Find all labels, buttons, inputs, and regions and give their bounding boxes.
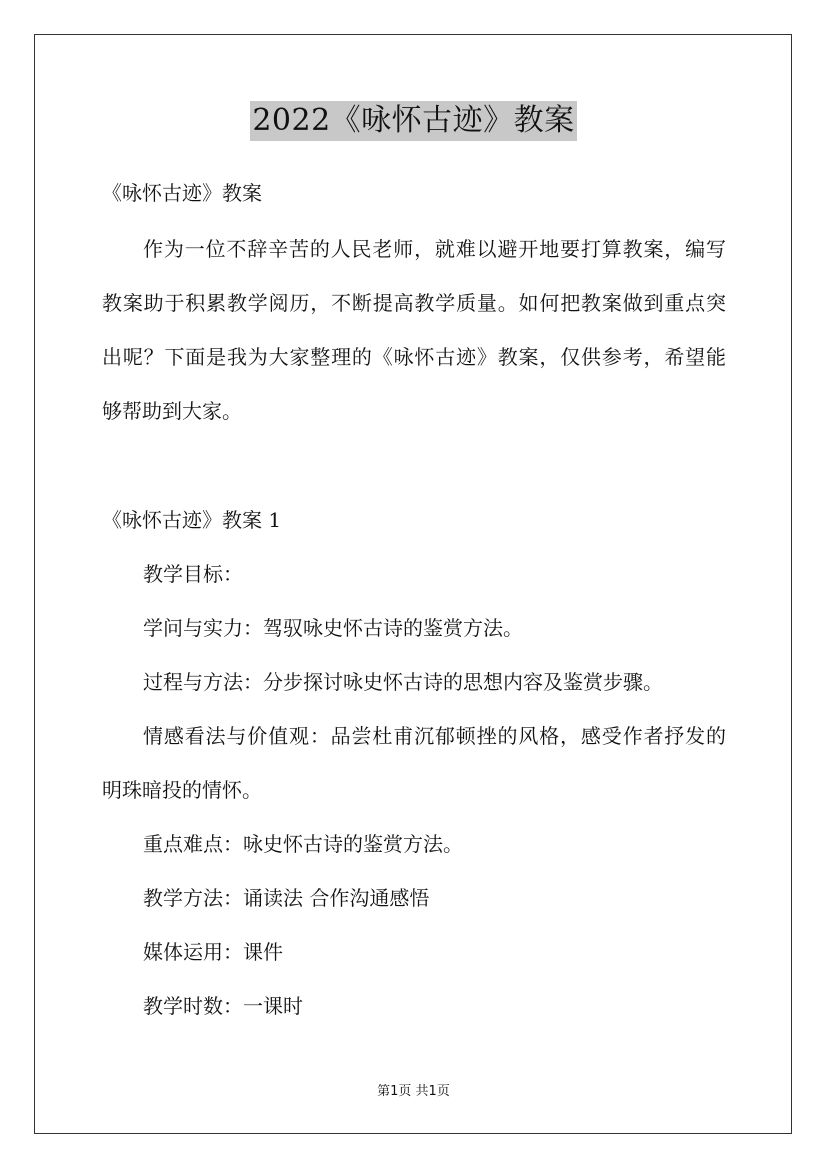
intro-line-3: 出呢？下面是我为大家整理的《咏怀古迹》教案，仅供参考，希望能: [102, 345, 726, 369]
document-subtitle: 《咏怀古迹》教案: [102, 181, 262, 205]
teaching-methods: 教学方法：诵读法 合作沟通感悟: [143, 886, 430, 910]
section-heading: 《咏怀古迹》教案 1: [102, 508, 282, 532]
document-title: 2022《咏怀古迹》教案: [250, 101, 576, 141]
title-container: [0, 101, 827, 141]
objective-knowledge: 学问与实力：驾驭咏史怀古诗的鉴赏方法。: [143, 616, 523, 640]
objective-emotion-line-2: 明珠暗投的情怀。: [102, 778, 262, 802]
intro-line-2: 教案助于积累教学阅历，不断提高教学质量。如何把教案做到重点突: [102, 291, 726, 315]
objective-process: 过程与方法：分步探讨咏史怀古诗的思想内容及鉴赏步骤。: [143, 670, 663, 694]
objectives-label: 教学目标：: [143, 562, 243, 586]
objective-emotion-line-1: 情感看法与价值观：品尝杜甫沉郁顿挫的风格，感受作者抒发的: [143, 724, 726, 748]
media-usage: 媒体运用：课件: [143, 940, 283, 964]
page-footer: 第1页 共1页: [377, 1084, 450, 1099]
intro-line-1: 作为一位不辞辛苦的人民老师，就难以避开地要打算教案，编写: [143, 237, 726, 261]
teaching-hours: 教学时数：一课时: [143, 994, 303, 1018]
intro-line-4: 够帮助到大家。: [102, 399, 242, 423]
key-points: 重点难点：咏史怀古诗的鉴赏方法。: [143, 832, 463, 856]
